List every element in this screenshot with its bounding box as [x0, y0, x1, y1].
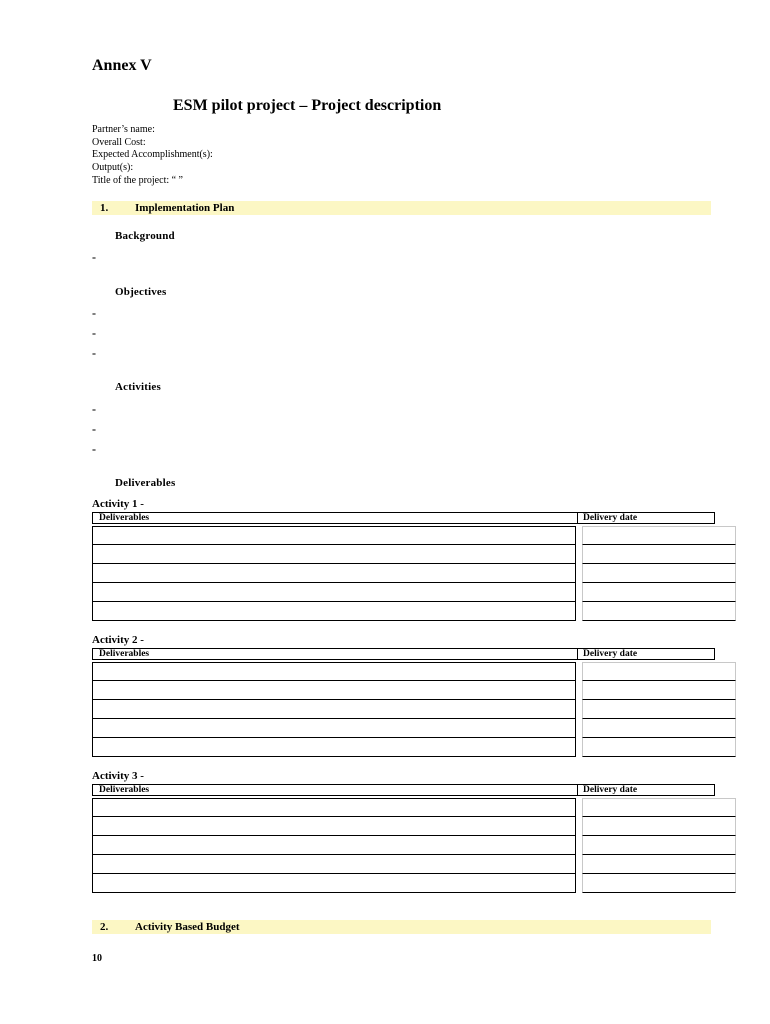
section-heading-activity-based-budget — [92, 920, 711, 934]
section-number: 1. — [100, 202, 109, 214]
objectives-bullet: - — [92, 326, 96, 340]
activity-2-label: Activity 2 - — [92, 634, 144, 646]
section-heading-implementation-plan — [92, 201, 711, 215]
deliverables-column-header: Deliverables — [99, 649, 150, 659]
delivery-date-cell[interactable] — [582, 738, 736, 757]
objectives-heading: Objectives — [115, 286, 167, 298]
deliverable-cell[interactable] — [92, 662, 576, 681]
delivery-date-column-header: Delivery date — [583, 649, 638, 659]
delivery-date-cell[interactable] — [582, 564, 736, 583]
field-project-title: Title of the project: “ ” — [92, 174, 183, 186]
delivery-date-cell[interactable] — [582, 662, 736, 681]
table-row — [92, 874, 736, 893]
delivery-date-cell[interactable] — [582, 836, 736, 855]
deliverables-heading: Deliverables — [115, 477, 176, 489]
table-row — [92, 662, 736, 681]
activity-3-table-header — [92, 784, 715, 796]
activity-1-table-header — [92, 512, 715, 524]
deliverable-cell[interactable] — [92, 681, 576, 700]
deliverable-cell[interactable] — [92, 738, 576, 757]
deliverable-cell[interactable] — [92, 564, 576, 583]
activity-1-label: Activity 1 - — [92, 498, 144, 510]
delivery-date-column-header: Delivery date — [583, 513, 638, 523]
field-expected-accomplishments: Expected Accomplishment(s): — [92, 149, 213, 161]
delivery-date-cell[interactable] — [582, 526, 736, 545]
objectives-bullet: - — [92, 306, 96, 320]
deliverable-cell[interactable] — [92, 602, 576, 621]
delivery-date-cell[interactable] — [582, 700, 736, 719]
deliverable-cell[interactable] — [92, 526, 576, 545]
delivery-date-cell[interactable] — [582, 855, 736, 874]
table-row — [92, 798, 736, 817]
deliverables-column-header: Deliverables — [99, 513, 150, 523]
section-label: Activity Based Budget — [135, 921, 240, 933]
deliverable-cell[interactable] — [92, 874, 576, 893]
project-fields — [92, 124, 213, 188]
table-row — [92, 526, 736, 545]
deliverable-cell[interactable] — [92, 798, 576, 817]
activities-bullet: - — [92, 422, 96, 436]
background-bullet: - — [92, 250, 96, 264]
table-row — [92, 583, 736, 602]
table-row — [92, 545, 736, 564]
activity-2-table-header — [92, 648, 715, 660]
deliverable-cell[interactable] — [92, 855, 576, 874]
delivery-date-cell[interactable] — [582, 719, 736, 738]
section-label: Implementation Plan — [135, 202, 235, 214]
table-row — [92, 855, 736, 874]
table-row — [92, 700, 736, 719]
delivery-date-cell[interactable] — [582, 681, 736, 700]
field-partner-name: Partner’s name: — [92, 124, 155, 135]
delivery-date-cell[interactable] — [582, 583, 736, 602]
table-row — [92, 817, 736, 836]
table-row — [92, 719, 736, 738]
section-number: 2. — [100, 921, 109, 933]
delivery-date-column-header: Delivery date — [583, 785, 638, 795]
deliverables-column-header: Deliverables — [99, 785, 150, 795]
table-row — [92, 564, 736, 583]
field-outputs: Output(s): — [92, 162, 134, 174]
page-number: 10 — [92, 953, 102, 964]
table-row — [92, 738, 736, 757]
deliverable-cell[interactable] — [92, 583, 576, 602]
deliverable-cell[interactable] — [92, 817, 576, 836]
deliverable-cell[interactable] — [92, 836, 576, 855]
background-heading: Background — [115, 230, 175, 242]
page-title: ESM pilot project – Project description — [173, 97, 442, 114]
delivery-date-cell[interactable] — [582, 874, 736, 893]
table-row — [92, 681, 736, 700]
annex-label: Annex V — [92, 57, 152, 74]
deliverable-cell[interactable] — [92, 719, 576, 738]
table-row — [92, 602, 736, 621]
activities-bullet: - — [92, 442, 96, 456]
table-row — [92, 836, 736, 855]
delivery-date-cell[interactable] — [582, 602, 736, 621]
delivery-date-cell[interactable] — [582, 817, 736, 836]
activities-bullet: - — [92, 402, 96, 416]
deliverable-cell[interactable] — [92, 700, 576, 719]
activity-3-label: Activity 3 - — [92, 770, 144, 782]
deliverable-cell[interactable] — [92, 545, 576, 564]
field-overall-cost: Overall Cost: — [92, 136, 146, 148]
objectives-bullet: - — [92, 346, 96, 360]
delivery-date-cell[interactable] — [582, 545, 736, 564]
activities-heading: Activities — [115, 381, 161, 393]
delivery-date-cell[interactable] — [582, 798, 736, 817]
